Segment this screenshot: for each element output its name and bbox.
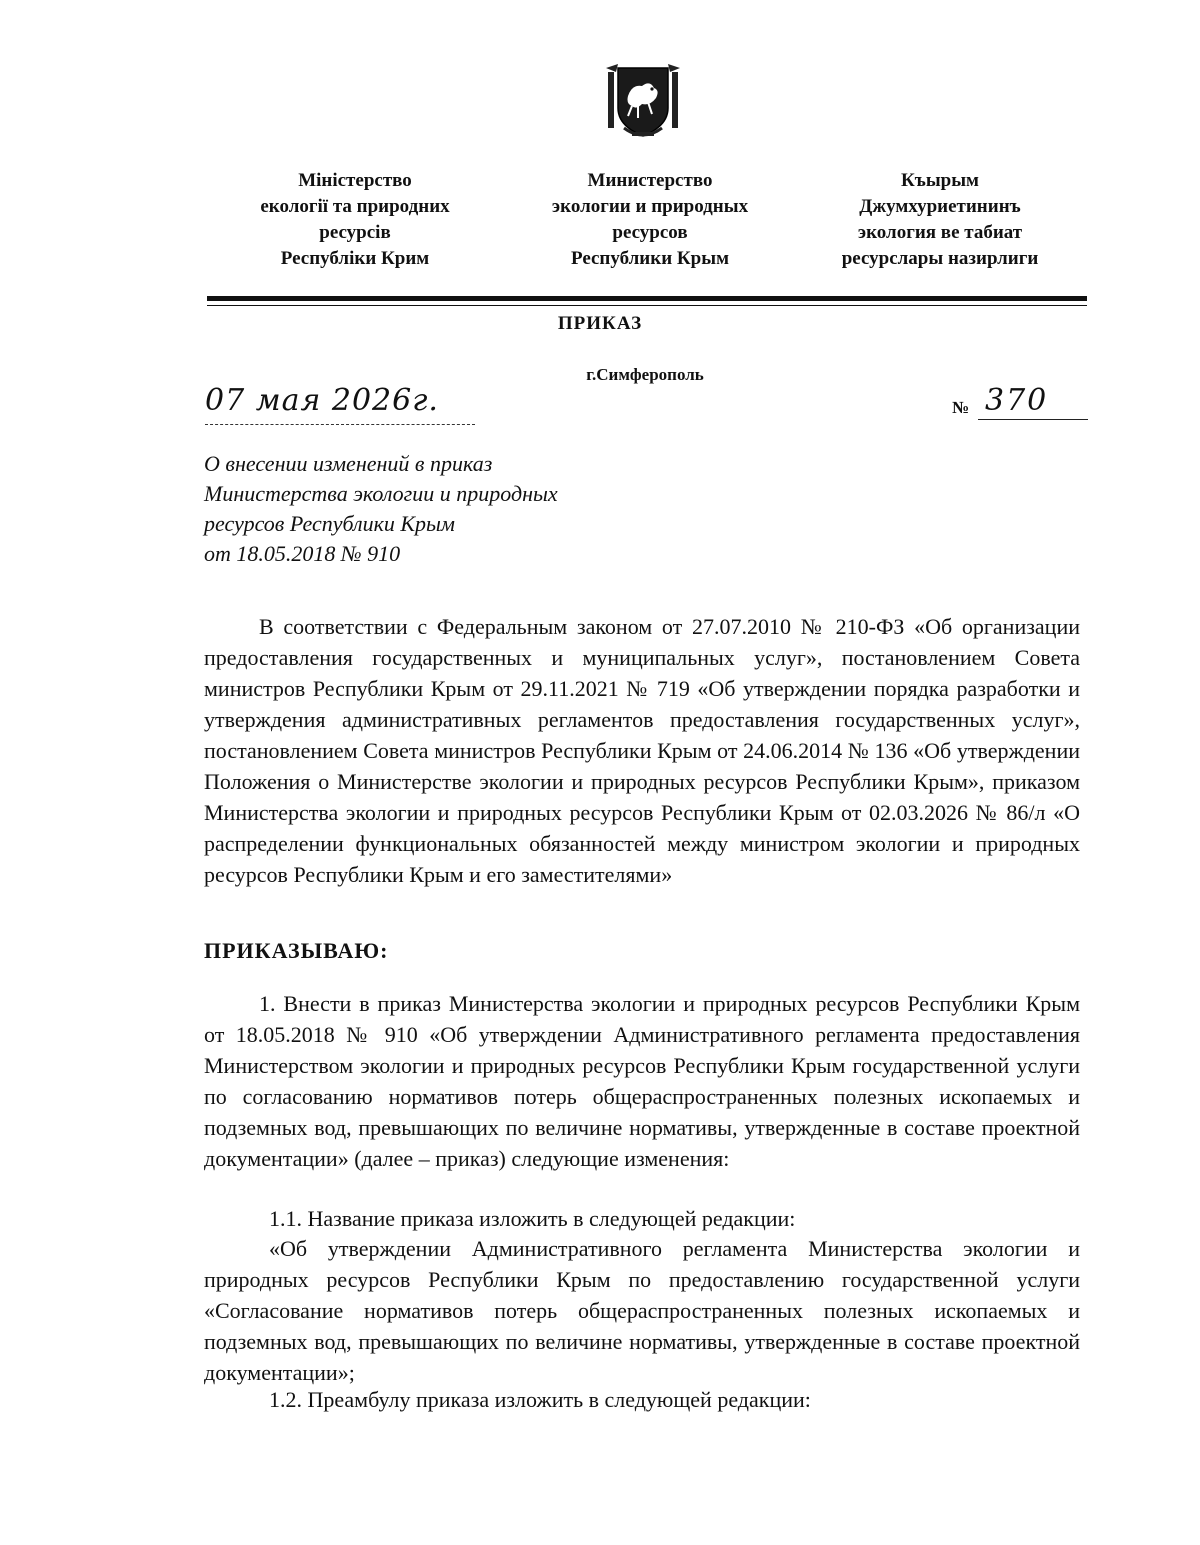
subject-line: от 18.05.2018 № 910 (204, 541, 401, 566)
number-label: № (952, 398, 970, 417)
subject-line: О внесении изменений в приказ (204, 451, 493, 476)
item-1-2-paragraph: 1.2. Преамбулу приказа изложить в следующей редакции: (269, 1387, 811, 1412)
ministry-crt-line: ресурслары назирлиги (841, 248, 1039, 269)
coat-of-arms-emblem (602, 62, 684, 142)
order-word: ПРИКАЗЫВАЮ: (204, 938, 389, 963)
ministry-crt-line: экология ве табиат (857, 222, 1023, 243)
ministry-rus-line: ресурсов (612, 222, 688, 243)
item-1-1-new-title: «Об утверждении Административного регламента Министерства экологии и природных ресурсов Республики Крым по предоставлению государственной услуги «Согласование нормативов потерь общераспространенных полезных ископаемых и подземных вод, превышающих по величине нормативы, утвержденные в составе проектной документации»; (204, 1236, 1080, 1385)
date-underline (205, 424, 475, 425)
handwritten-date: 07 мая 2026г. (205, 383, 439, 418)
ministry-rus-line: Республики Крым (570, 248, 730, 269)
number-underline (978, 419, 1088, 420)
ministry-name-russian (520, 168, 780, 272)
document-city: г.Симферополь (586, 365, 704, 384)
ministry-crt-line: Къырым (900, 170, 980, 191)
document-type: ПРИКАЗ (557, 313, 643, 334)
ministry-ukr-line: екології та природних (260, 196, 450, 217)
item-1-1-paragraph: 1.1. Название приказа изложить в следующей редакции: (269, 1206, 796, 1231)
ministry-name-ukrainian (230, 168, 480, 272)
header-divider-thick (207, 296, 1087, 301)
header-divider-thin (207, 305, 1087, 306)
preamble-paragraph: В соответствии с Федеральным законом от 27.07.2010 № 210-ФЗ «Об организации предоставления государственных и муниципальных услуг», постановлением Совета министров Республики Крым от 29.11.2021 № 719 «Об утверждении порядка разработки и утверждения административных регламентов предоставления государственных услуг», постановлением Совета министров Республики Крым от 24.06.2014 № 136 «Об утверждении Положения о Министерстве экологии и природных ресурсов Республики Крым», приказом Министерства экологии и природных ресурсов Республики Крым от 02.03.2026 № 86/л «О распределении функциональных обязанностей между министром экологии и природных ресурсов Республики Крым и его заместителями» (204, 614, 1080, 887)
ministry-crt-line: Джумхуриетининъ (859, 196, 1021, 217)
ministry-rus-line: экологии и природных (551, 196, 749, 217)
subject-line: ресурсов Республики Крым (204, 511, 455, 536)
ministry-name-crimean-tatar (815, 168, 1065, 272)
subject-line: Министерства экологии и природных (204, 481, 558, 506)
ministry-ukr-line: Республіки Крим (280, 248, 430, 269)
handwritten-number: 370 (985, 383, 1049, 418)
ministry-rus-line: Министерство (587, 170, 713, 191)
document-subject (204, 449, 724, 569)
ministry-ukr-line: ресурсів (319, 222, 391, 243)
item-1-paragraph: 1. Внести в приказ Министерства экологии и природных ресурсов Республики Крым от 18.05.2018 № 910 «Об утверждении Административного регламента предоставления Министерством экологии и природных ресурсов Республики Крым государственной услуги по согласованию нормативов потерь общераспространенных полезных ископаемых и подземных вод, превышающих по величине нормативы, утвержденные в составе проектной документации» (далее – приказ) следующие изменения: (204, 991, 1080, 1171)
ministry-ukr-line: Міністерство (298, 170, 412, 191)
